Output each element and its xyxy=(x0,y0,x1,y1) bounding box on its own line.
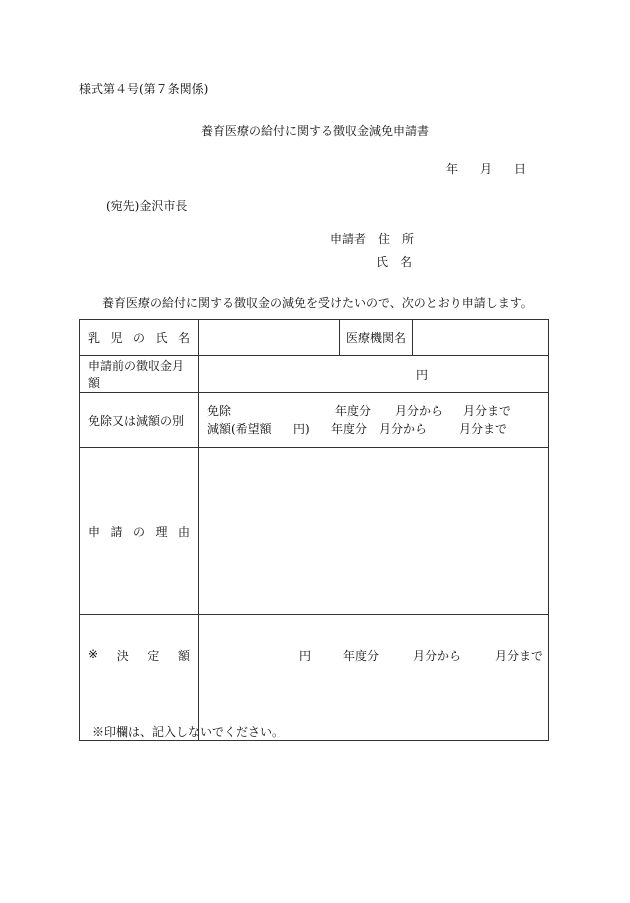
label-char: 決 xyxy=(116,649,129,663)
label-char: 定 xyxy=(147,649,160,663)
reduction-line xyxy=(207,420,540,438)
intro-statement: 養育医療の給付に関する徴収金の減免を受けたいので、次のとおり申請します。 xyxy=(102,296,533,310)
reduction-from-month: 月分から xyxy=(379,422,428,436)
label-char: 乳 xyxy=(88,331,101,345)
category-field[interactable] xyxy=(199,393,549,448)
date-month-label: 月 xyxy=(480,162,493,176)
label-char: の xyxy=(132,524,145,539)
label-char: 氏 xyxy=(155,331,168,345)
exemption-kind: 免除 xyxy=(207,404,232,418)
footnote: ※印欄は、記入しないでください。 xyxy=(92,725,285,739)
label-char: 請 xyxy=(110,524,123,539)
decision-row xyxy=(80,615,549,741)
reduction-kind: 減額(希望額 xyxy=(207,422,272,436)
application-form-table xyxy=(79,319,549,741)
hospital-label: 医療機関名 xyxy=(340,320,413,355)
exemption-fiscal-year: 年度分 xyxy=(335,404,372,418)
reason-label xyxy=(80,448,199,615)
decision-label xyxy=(80,615,199,741)
infant-row-fields xyxy=(199,320,549,356)
decision-yen: 円 xyxy=(299,649,312,663)
decision-from-month: 月分から xyxy=(413,649,462,663)
date-day-label: 日 xyxy=(514,162,527,176)
applicant-name-label: 氏 名 xyxy=(376,255,413,269)
reduction-yen-close: 円) xyxy=(293,422,310,436)
monthly-amount-label: 申請前の徴収金月額 xyxy=(80,356,199,393)
form-number: 様式第４号(第７条関係) xyxy=(79,82,209,96)
decision-line xyxy=(207,647,544,665)
monthly-amount-row xyxy=(80,356,549,393)
infant-name-label xyxy=(80,320,199,356)
reduction-to-month: 月分まで xyxy=(459,422,508,436)
label-char: 由 xyxy=(177,524,190,539)
reduction-fiscal-year: 年度分 xyxy=(331,422,368,436)
label-char: 名 xyxy=(177,331,190,345)
category-label: 免除又は減額の別 xyxy=(80,393,199,448)
addressee: (宛先)金沢市長 xyxy=(106,199,188,213)
label-char: の xyxy=(132,331,145,345)
reason-field[interactable] xyxy=(199,448,549,615)
date-line xyxy=(446,160,526,177)
label-char: 額 xyxy=(177,649,190,663)
applicant-address-label: 申請者 住 所 xyxy=(330,232,415,246)
exemption-from-month: 月分から xyxy=(395,404,444,418)
hospital-field[interactable] xyxy=(413,320,548,355)
decision-field[interactable] xyxy=(199,615,549,741)
monthly-amount-yen: 円 xyxy=(416,368,429,382)
label-char: 申 xyxy=(88,524,101,539)
exemption-to-month: 月分まで xyxy=(463,404,512,418)
label-char: 理 xyxy=(155,524,168,539)
monthly-amount-field[interactable] xyxy=(199,356,549,393)
label-char: ※ xyxy=(88,647,99,661)
infant-name-field[interactable] xyxy=(199,320,340,355)
document-title: 養育医療の給付に関する徴収金減免申請書 xyxy=(200,124,429,138)
reason-row xyxy=(80,448,549,615)
label-char: 児 xyxy=(110,331,123,345)
date-year-label: 年 xyxy=(446,162,459,176)
decision-to-month: 月分まで xyxy=(495,649,544,663)
category-row xyxy=(80,393,549,448)
exemption-line xyxy=(207,402,540,420)
decision-fiscal-year: 年度分 xyxy=(343,649,380,663)
infant-row xyxy=(80,320,549,356)
